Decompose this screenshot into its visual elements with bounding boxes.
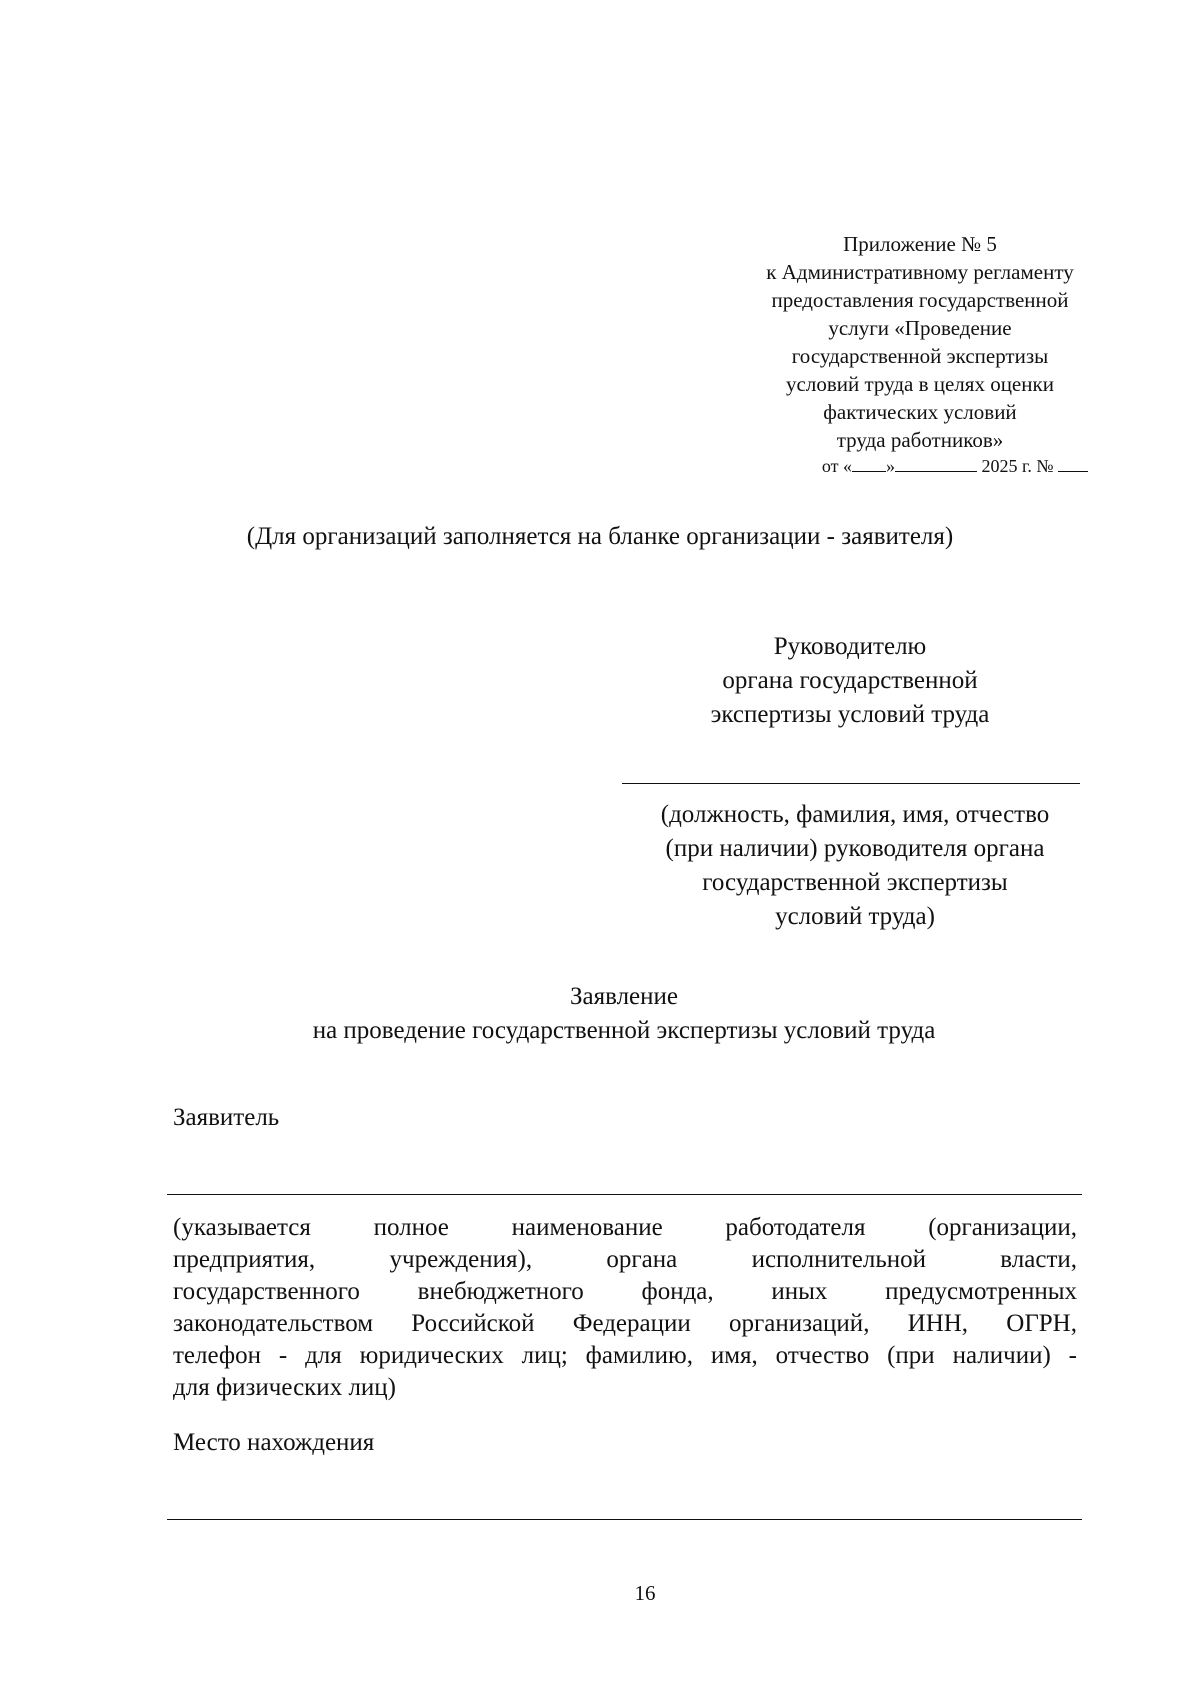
date-year: 2025 г. <box>981 456 1032 476</box>
date-prefix: от « <box>821 456 853 476</box>
hint-line: (указывается полное наименование работодателя (организации, <box>173 1214 1077 1241</box>
addressee-line: органа государственной <box>722 667 978 694</box>
appendix-line: к Административному регламенту <box>766 260 1074 284</box>
hint-line: для физических лиц) <box>173 1374 396 1401</box>
number-sign: № <box>1036 456 1054 476</box>
hint-line: (должность, фамилия, имя, отчество <box>660 801 1050 828</box>
appendix-line: труда работников» <box>836 428 1004 452</box>
appendix-header <box>720 230 1120 478</box>
date-mid: » <box>886 456 896 476</box>
hint-line: предприятия, учреждения), органа исполнительной власти, <box>173 1246 1077 1273</box>
org-letterhead-note: (Для организаций заполняется на бланке организации - заявителя) <box>246 523 954 550</box>
appendix-line: условий труда в целях оценки <box>786 372 1054 396</box>
appendix-line: предоставления государственной <box>771 288 1069 312</box>
appendix-line: фактических условий <box>823 400 1017 424</box>
applicant-label: Заявитель <box>173 1104 280 1131</box>
hint-line: законодательством Российской Федерации организаций, ИНН, ОГРН, <box>173 1310 1077 1337</box>
appendix-line: Приложение № 5 <box>843 232 997 256</box>
hint-line: государственной экспертизы <box>702 869 1008 896</box>
addressee-line: экспертизы условий труда <box>710 701 990 728</box>
hint-line: телефон - для юридических лиц; фамилию, имя, отчество (при наличии) - <box>173 1342 1077 1369</box>
number-blank <box>1058 455 1088 472</box>
addressee-block <box>650 630 1050 732</box>
month-blank <box>895 455 977 472</box>
addressee-fill-line <box>622 783 1080 784</box>
title-line: Заявление <box>569 983 679 1010</box>
location-label: Место нахождения <box>173 1429 375 1456</box>
addressee-hint <box>620 798 1090 934</box>
hint-line: условий труда) <box>775 903 935 930</box>
day-blank <box>852 455 886 472</box>
applicant-hint <box>173 1212 1077 1404</box>
location-fill-line <box>167 1519 1082 1520</box>
document-title <box>0 980 1200 1048</box>
hint-line: государственного внебюджетного фонда, иных предусмотренных <box>173 1278 1077 1305</box>
applicant-fill-line <box>167 1194 1082 1195</box>
hint-line: (при наличии) руководителя органа <box>665 835 1045 862</box>
page-number: 16 <box>634 1581 656 1605</box>
appendix-line: услуги «Проведение <box>828 316 1012 340</box>
addressee-line: Руководителю <box>773 633 927 660</box>
appendix-line: государственной экспертизы <box>791 344 1049 368</box>
subtitle-line: на проведение государственной экспертизы условий труда <box>312 1017 936 1044</box>
appendix-date-line <box>790 454 1120 478</box>
